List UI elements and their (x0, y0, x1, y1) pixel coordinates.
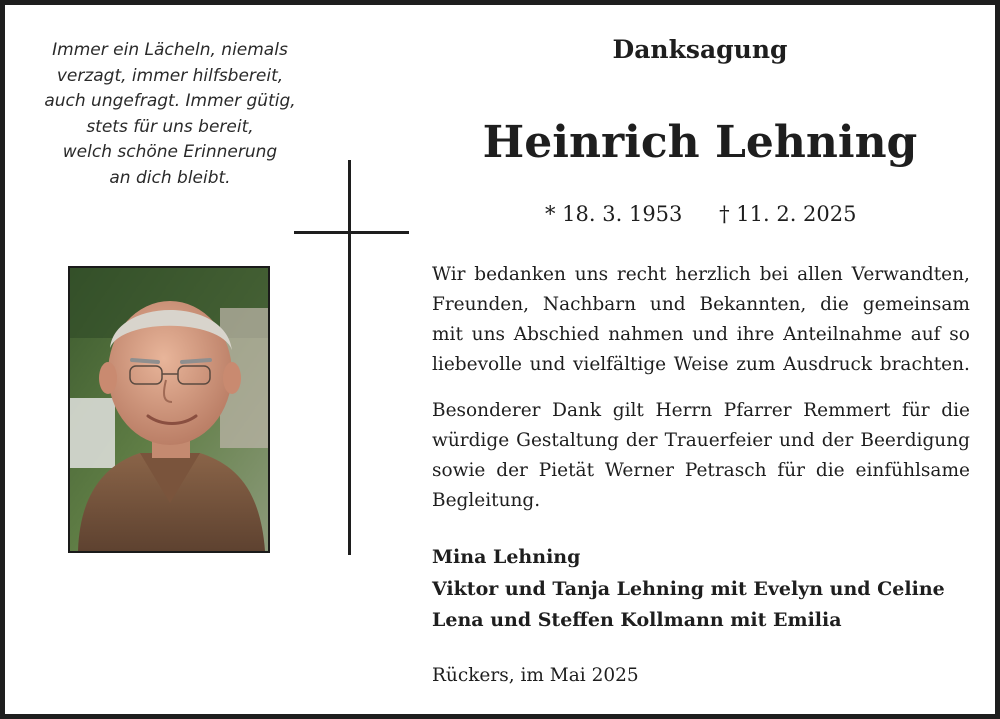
poem-line: stets für uns bereit, (86, 116, 254, 137)
word: Nachbarn (542, 294, 637, 315)
word: Trauerfeier (664, 430, 772, 451)
word: der (625, 430, 658, 451)
word: gilt (612, 400, 644, 421)
cross-icon-bar (294, 231, 409, 234)
word: für (902, 400, 930, 421)
word: auf (910, 324, 941, 345)
mourners-list (432, 542, 977, 637)
text-line (432, 396, 970, 426)
word: Bekannten, (699, 294, 807, 315)
text-line (432, 456, 970, 486)
text-line (432, 320, 970, 350)
word: Abschied (513, 324, 600, 345)
word: mit (432, 324, 463, 345)
word: Begleitung. (432, 490, 541, 511)
word: der (496, 460, 528, 481)
word: die (820, 294, 849, 315)
place-date: Rückers, im Mai 2025 (432, 665, 639, 686)
word: die (941, 400, 970, 421)
birth-date: * 18. 3. 1953 (545, 202, 683, 226)
word: Dank (552, 400, 602, 421)
word: würdige (432, 430, 510, 451)
cross-icon (348, 160, 351, 555)
life-dates (545, 202, 865, 226)
word: Freunden, (432, 294, 530, 315)
word: Pfarrer (723, 400, 792, 421)
mourner-line: Mina Lehning (432, 546, 581, 568)
word: liebevolle (432, 354, 522, 375)
word: Ausdruck (783, 354, 873, 375)
word: Pietät (538, 460, 595, 481)
word: so (949, 324, 970, 345)
word: sowie (432, 460, 486, 481)
deceased-name: Heinrich Lehning (482, 117, 918, 168)
word: einfühlsame (855, 460, 970, 481)
word: Weise (673, 354, 729, 375)
death-date: † 11. 2. 2025 (719, 202, 857, 226)
mourner-line: Viktor und Tanja Lehning mit Evelyn und Celine (432, 577, 945, 600)
word: allen (797, 264, 843, 285)
word: der (821, 430, 854, 451)
word: bedanken (474, 264, 566, 285)
poem-line: an dich bleibt. (109, 167, 231, 188)
word: Werner (604, 460, 674, 481)
heading-title: Danksagung (612, 35, 788, 64)
text-line (432, 260, 970, 290)
special-thanks-paragraph (432, 396, 970, 516)
text-line (432, 290, 970, 320)
word: Herrn (655, 400, 713, 421)
word: uns (471, 324, 505, 345)
word: ihre (736, 324, 775, 345)
poem-line: verzagt, immer hilfsbereit, (56, 65, 284, 86)
word: Verwandten, (851, 264, 970, 285)
thanks-paragraph (432, 260, 970, 380)
word: Petrasch (684, 460, 767, 481)
word: für (777, 460, 806, 481)
word: recht (616, 264, 667, 285)
memorial-poem (25, 38, 315, 191)
word: zum (736, 354, 776, 375)
word: Remmert (803, 400, 891, 421)
word: und (779, 430, 815, 451)
text-line (432, 486, 970, 516)
poem-line: Immer ein Lächeln, niemals (52, 40, 288, 60)
word: herzlich (675, 264, 751, 285)
word: gemeinsam (862, 294, 970, 315)
word: und (649, 294, 686, 315)
word: Wir (432, 264, 466, 285)
word: die (815, 460, 845, 481)
word: brachten. (879, 354, 970, 375)
word: und (692, 324, 728, 345)
word: und (529, 354, 566, 375)
word: bei (759, 264, 789, 285)
word: Gestaltung (516, 430, 619, 451)
word: vielfältige (572, 354, 667, 375)
word: Anteilnahme (783, 324, 902, 345)
word: uns (574, 264, 609, 285)
text-line (432, 426, 970, 456)
word: nahmen (608, 324, 684, 345)
portrait-illustration (70, 268, 268, 551)
poem-line: auch ungefragt. Immer gütig, (44, 91, 296, 111)
word: Beerdigung (860, 430, 970, 451)
text-line (432, 350, 970, 380)
word: Besonderer (432, 400, 541, 421)
mourner-line: Lena und Steffen Kollmann mit Emilia (432, 609, 842, 631)
portrait-photo (68, 266, 270, 553)
poem-line: welch schöne Erinnerung (62, 142, 278, 162)
